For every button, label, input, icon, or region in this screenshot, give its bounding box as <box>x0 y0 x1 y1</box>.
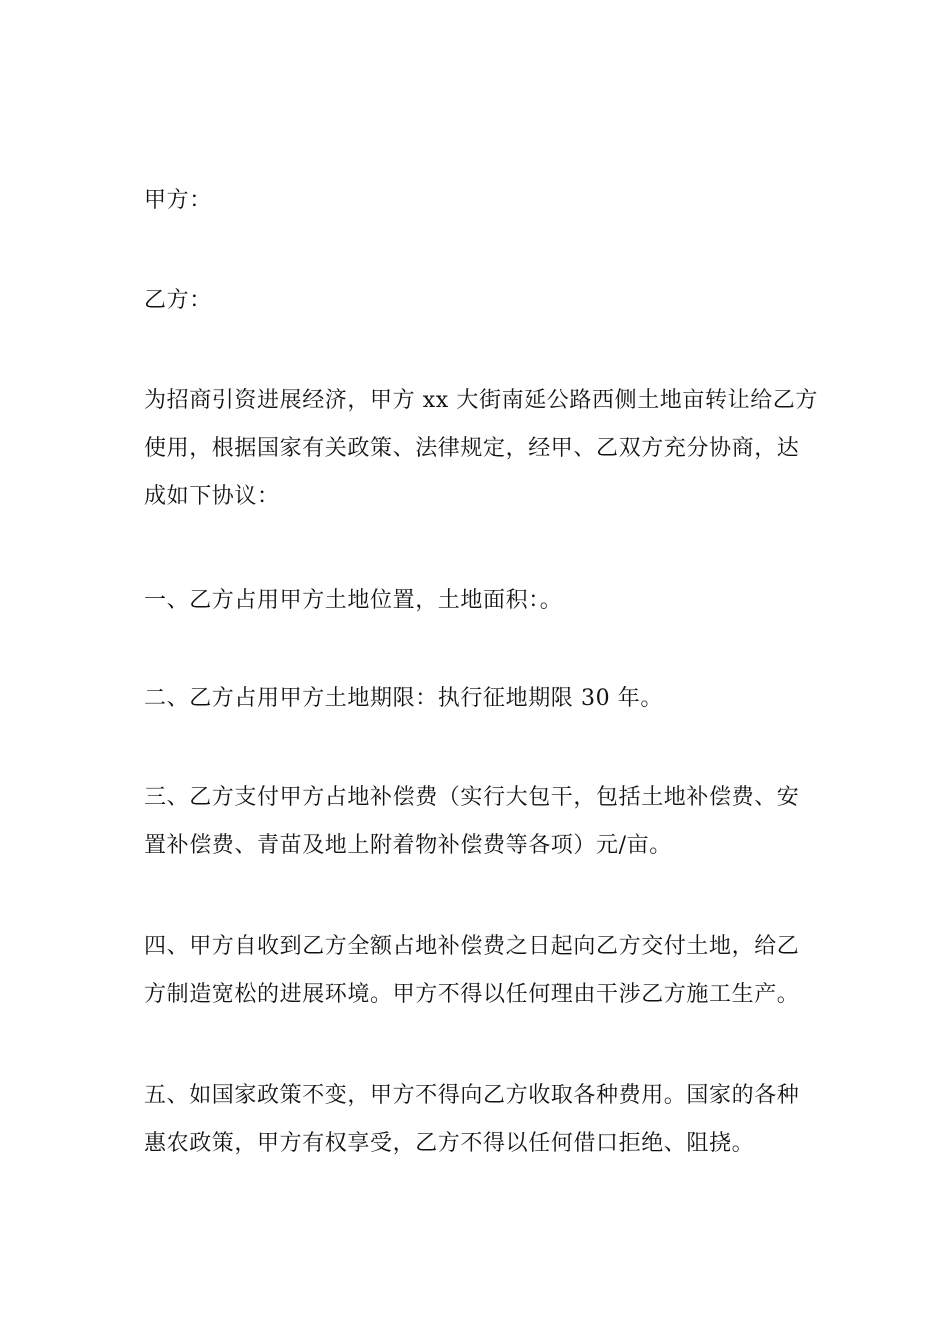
party-b-line <box>144 277 808 325</box>
party-b-label: 乙方： <box>144 288 212 313</box>
party-a-line <box>144 177 808 225</box>
clause-line: 二、乙方占用甲方土地期限：执行征地期限 30 年。 <box>144 686 663 711</box>
party-a-label: 甲方： <box>144 188 212 213</box>
intro-line: 为招商引资进展经济，甲方 xx 大街南延公路西侧土地亩转让给乙方 <box>144 388 819 413</box>
clause-2 <box>144 675 808 723</box>
intro-paragraph <box>144 377 819 521</box>
clause-4 <box>144 923 808 1019</box>
clause-line: 四、甲方自收到乙方全额占地补偿费之日起向乙方交付土地，给乙 <box>144 934 800 959</box>
intro-line: 成如下协议： <box>144 484 280 509</box>
clause-line: 惠农政策，甲方有权享受，乙方不得以任何借口拒绝、阻挠。 <box>144 1131 755 1156</box>
clause-line: 置补偿费、青苗及地上附着物补偿费等各项）元/亩。 <box>144 833 672 858</box>
clause-3 <box>144 774 808 870</box>
clause-1 <box>144 577 808 625</box>
intro-line: 使用，根据国家有关政策、法律规定，经甲、乙双方充分协商，达 <box>144 436 800 461</box>
clause-line: 一、乙方占用甲方土地位置，土地面积：。 <box>144 588 563 613</box>
clause-line: 方制造宽松的进展环境。甲方不得以任何理由干涉乙方施工生产。 <box>144 982 800 1007</box>
clause-5 <box>144 1072 808 1168</box>
clause-line: 三、乙方支付甲方占地补偿费（实行大包干，包括土地补偿费、安 <box>144 785 800 810</box>
clause-line: 五、如国家政策不变，甲方不得向乙方收取各种费用。国家的各种 <box>144 1083 800 1108</box>
